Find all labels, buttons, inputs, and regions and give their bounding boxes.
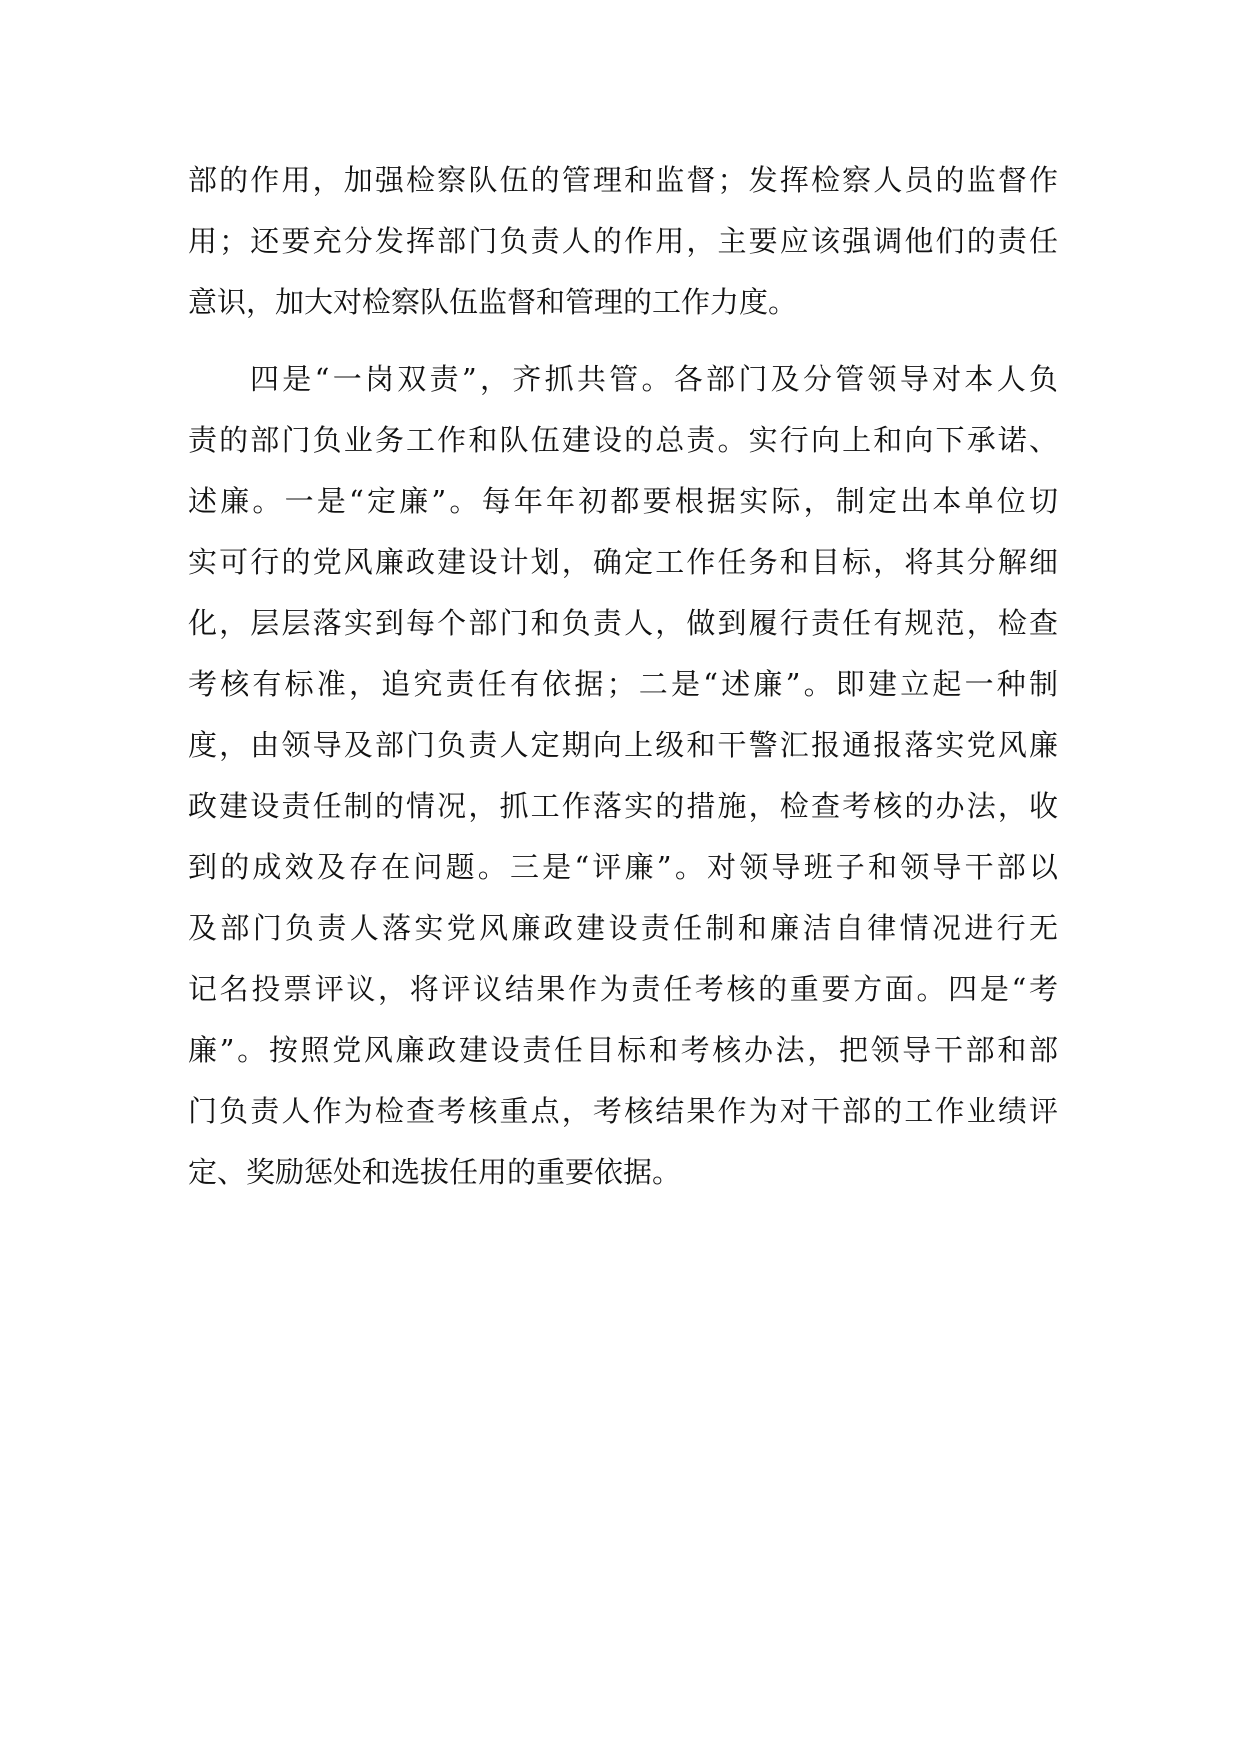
- text-line: 政建设责任制的情况，抓工作落实的措施，检查考核的办法，收: [188, 789, 1058, 823]
- text-line: 到的成效及存在问题。三是“评廉”。对领导班子和领导干部以: [188, 850, 1058, 884]
- text-line: 实可行的党风廉政建设计划，确定工作任务和目标，将其分解细: [188, 545, 1058, 579]
- text-line: 四是“一岗双责”，齐抓共管。各部门及分管领导对本人负: [250, 362, 1058, 396]
- text-line: 门负责人作为检查考核重点，考核结果作为对干部的工作业绩评: [188, 1094, 1058, 1128]
- text-line: 意识，加大对检察队伍监督和管理的工作力度。: [188, 285, 798, 319]
- text-line: 化，层层落实到每个部门和负责人，做到履行责任有规范，检查: [188, 606, 1058, 640]
- text-line: 记名投票评议，将评议结果作为责任考核的重要方面。四是“考: [188, 972, 1058, 1006]
- text-line: 述廉。一是“定廉”。每年年初都要根据实际，制定出本单位切: [188, 484, 1058, 518]
- document-body: [188, 150, 1058, 1203]
- paragraph-spacer: [188, 333, 1058, 349]
- text-line: 度，由领导及部门负责人定期向上级和干警汇报通报落实党风廉: [188, 728, 1058, 762]
- text-line: 及部门负责人落实党风廉政建设责任制和廉洁自律情况进行无: [188, 911, 1058, 945]
- paragraph-2: [188, 349, 1058, 1203]
- text-line: 用；还要充分发挥部门负责人的作用，主要应该强调他们的责任: [188, 224, 1058, 258]
- text-line: 责的部门负业务工作和队伍建设的总责。实行向上和向下承诺、: [188, 423, 1058, 457]
- text-line: 考核有标准，追究责任有依据；二是“述廉”。即建立起一种制: [188, 667, 1058, 701]
- text-line: 廉”。按照党风廉政建设责任目标和考核办法，把领导干部和部: [188, 1033, 1058, 1067]
- text-line: 部的作用，加强检察队伍的管理和监督；发挥检察人员的监督作: [188, 163, 1058, 197]
- text-line: 定、奖励惩处和选拔任用的重要依据。: [188, 1155, 682, 1189]
- paragraph-1: [188, 150, 1058, 333]
